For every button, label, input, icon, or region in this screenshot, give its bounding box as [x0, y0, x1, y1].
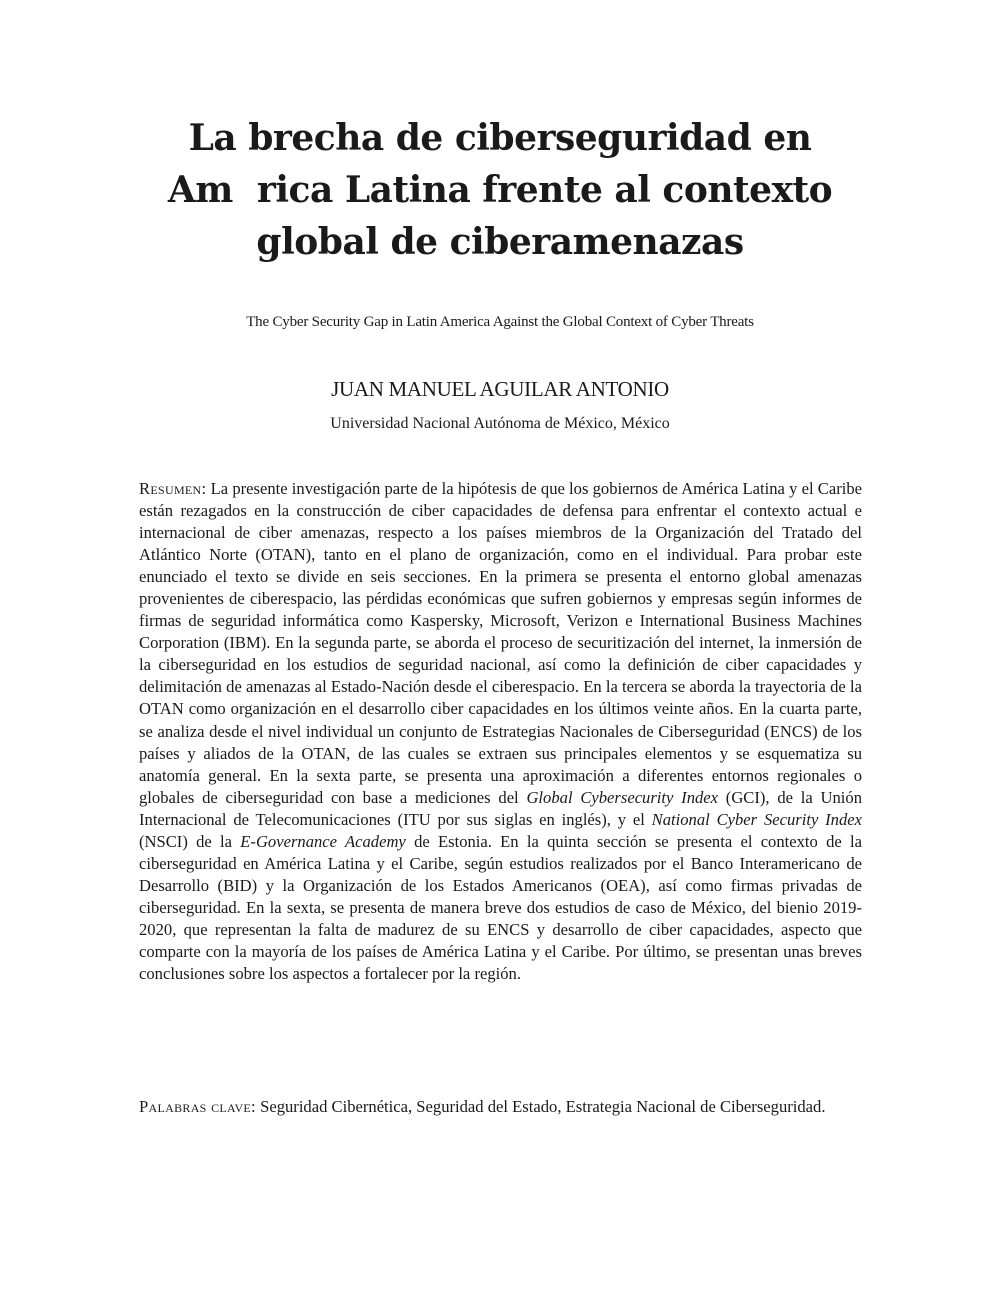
abstract-italic-ncsi: National Cyber Security Index	[651, 809, 862, 829]
article-title	[100, 112, 900, 268]
author-name: JUAN MANUEL AGUILAR ANTONIO	[331, 377, 669, 401]
article-title-line-3: global de ciberamenazas	[256, 221, 744, 263]
author-affiliation: Universidad Nacional Autónoma de México, México	[330, 415, 670, 432]
keywords-text: Seguridad Cibernética, Seguridad del Estado, Estrategia Nacional de Ciberseguridad.	[255, 1097, 826, 1116]
abstract-label: Resumen:	[139, 479, 207, 498]
abstract-text-part-1: La presente investigación parte de la hipótesis de que los gobiernos de América Latina y el Caribe están rezagados en la construcción de ciber capacidades de defensa para enfrentar el contexto actual e internacional de ciber amenazas, respecto a los países miembros de la Organización del Tratado del Atlántico Norte (OTAN), tanto en el plano de organización, como en el individual. Para probar este enunciado el texto se divide en seis secciones. En la primera se presenta el entorno global amenazas provenientes de ciberespacio, las pérdidas económicas que sufren gobiernos y empresas según informes de firmas de seguridad informática como Kaspersky, Microsoft, Verizon e International Business Machines Corporation (IBM). En la segunda parte, se aborda el proceso de securitización del internet, la inmersión de la ciberseguridad en los estudios de seguridad nacional, así como la definición de ciber capacidades y delimitación de amenazas al Estado-Nación desde el ciberespacio. En la tercera se aborda la trayectoria de la OTAN como organización en el desarrollo ciber capacidades en los últimos veinte años. En la cuarta parte, se analiza desde el nivel individual un conjunto de Estrategias Nacionales de Ciberseguridad (ENCS) de los países y aliados de la OTAN, de las cuales se extraen sus principales elementos y se esquematiza su anatomía general. En la sexta parte, se presenta una aproximación a diferentes entornos regionales o globales de ciberseguridad con base a mediciones del	[139, 479, 862, 807]
abstract-italic-ega: E-Governance Academy	[240, 831, 406, 851]
article-title-line-2: Am rica Latina frente al contexto	[167, 169, 833, 211]
keywords-label: Palabras clave:	[139, 1097, 256, 1116]
abstract-text-part-2: (GCI), de la Unión Internacional de Telecomunicaciones (ITU por sus siglas en inglés), y el	[139, 787, 863, 829]
abstract-text-part-4: de Estonia. En la quinta sección se presenta el contexto de la ciberseguridad en América Latina y el Caribe, según estudios realizados por el Banco Interamericano de Desarrollo (BID) y la Organización de los Estados Americanos (OEA), así como firmas privadas de ciberseguridad. En la sexta, se presenta de manera breve dos estudios de caso de México, del bienio 2019-2020, que representan la falta de madurez de su ENCS y desarrollo de ciber capacidades, aspecto que comparte con la mayoría de los países de América Latina y el Caribe. Por último, se presentan unas breves conclusiones sobre los aspectos a fortalecer por la región.	[139, 831, 862, 984]
abstract-text-part-3: (NSCI) de la	[139, 831, 241, 851]
abstract-paragraph	[139, 478, 862, 985]
keywords-paragraph	[139, 1096, 862, 1118]
article-title-line-1: La brecha de ciberseguridad en	[188, 117, 812, 159]
abstract-italic-gci: Global Cybersecurity Index	[526, 787, 719, 807]
english-subtitle: The Cyber Security Gap in Latin America Against the Global Context of Cyber Threats	[246, 314, 754, 330]
